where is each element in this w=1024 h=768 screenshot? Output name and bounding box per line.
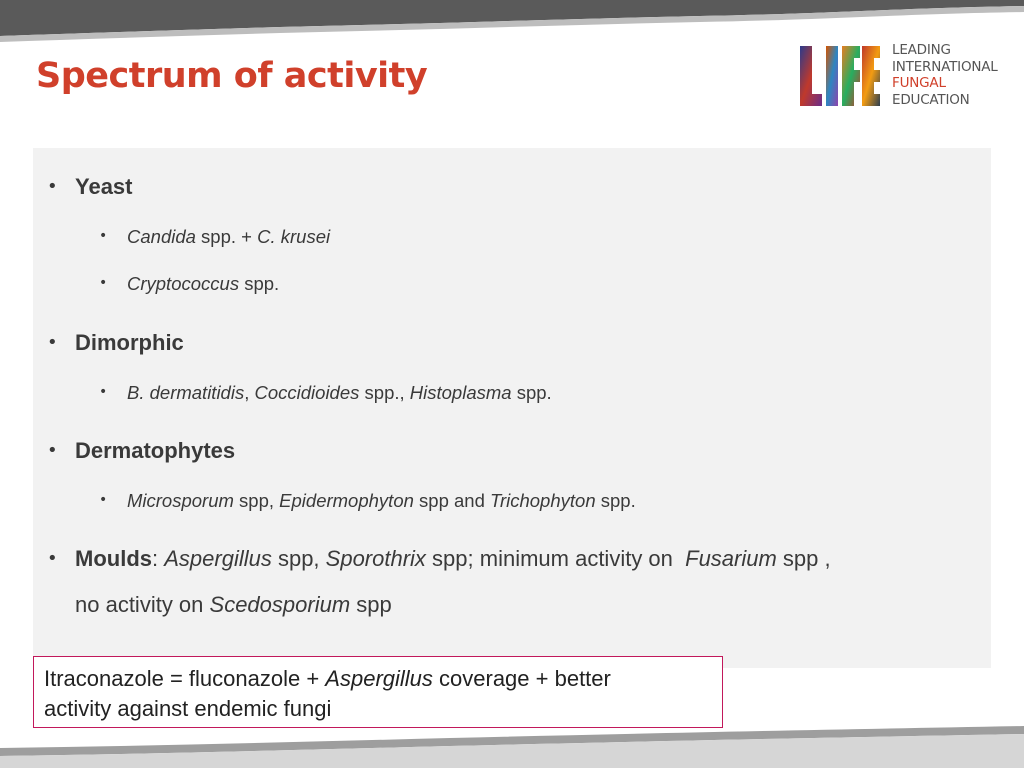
text-candida: Candida <box>127 226 196 247</box>
text-plain: no activity on <box>75 592 210 617</box>
bullet-icon: • <box>47 176 58 197</box>
text-aspergillus: Aspergillus <box>164 546 272 571</box>
bullet-icon: • <box>47 440 58 461</box>
logo-line-fungal: FUNGAL <box>892 75 946 91</box>
text-plain: spp. + <box>195 226 258 247</box>
text-fusarium: Fusarium <box>685 546 777 571</box>
text-scedosporium: Scedosporium <box>209 592 351 617</box>
life-logo-text <box>892 42 998 108</box>
callout-line-2: activity against endemic fungi <box>44 696 332 721</box>
text-plain: spp , <box>776 546 831 571</box>
text-c-krusei: C. krusei <box>257 226 331 247</box>
text-plain: spp. <box>239 273 280 294</box>
text-aspergillus: Aspergillus <box>325 666 433 691</box>
logo-line-education: EDUCATION <box>892 91 970 108</box>
text-plain: spp. <box>595 490 636 511</box>
dermatophytes-heading: Dermatophytes <box>75 438 236 463</box>
logo-line-international: INTERNATIONAL <box>892 58 998 75</box>
life-logo-mark <box>798 44 882 108</box>
bullet-icon: • <box>99 492 108 508</box>
text-coccidioides: Coccidioides <box>254 382 360 403</box>
bullet-icon: • <box>47 332 58 353</box>
yeast-heading: Yeast <box>75 174 133 199</box>
top-decorative-band <box>0 0 1024 44</box>
text-microsporum: Microsporum <box>127 490 234 511</box>
text-plain: spp., <box>359 382 410 403</box>
life-logo <box>798 42 998 110</box>
text-plain: spp; minimum activity on <box>425 546 686 571</box>
text-plain: , <box>244 382 255 403</box>
text-trichophyton: Trichophyton <box>490 490 596 511</box>
bullet-icon: • <box>47 548 58 569</box>
text-plain: spp, <box>233 490 280 511</box>
bottom-decorative-band <box>0 718 1024 768</box>
callout-line-1 <box>44 664 712 694</box>
slide-title: Spectrum of activity <box>36 56 428 96</box>
dimorphic-heading: Dimorphic <box>75 330 184 355</box>
logo-line-leading: LEADING <box>892 42 951 58</box>
text-histoplasma: Histoplasma <box>409 382 512 403</box>
text-plain: coverage + better <box>432 666 611 691</box>
text-plain: spp <box>350 592 392 617</box>
bullet-icon: • <box>99 228 108 244</box>
text-plain: spp. <box>511 382 552 403</box>
text-b-dermatitidis: B. dermatitidis <box>127 382 245 403</box>
text-sporothrix: Sporothrix <box>325 546 426 571</box>
text-plain: spp, <box>271 546 326 571</box>
moulds-heading: Moulds <box>75 546 152 571</box>
content-panel <box>33 148 991 668</box>
text-plain: spp and <box>413 490 491 511</box>
text-cryptococcus: Cryptococcus <box>127 273 240 294</box>
text-plain: Itraconazole = fluconazole + <box>44 666 326 691</box>
bullet-icon: • <box>99 275 108 291</box>
text-plain: : <box>152 546 165 571</box>
bullet-icon: • <box>99 384 108 400</box>
text-epidermophyton: Epidermophyton <box>279 490 414 511</box>
